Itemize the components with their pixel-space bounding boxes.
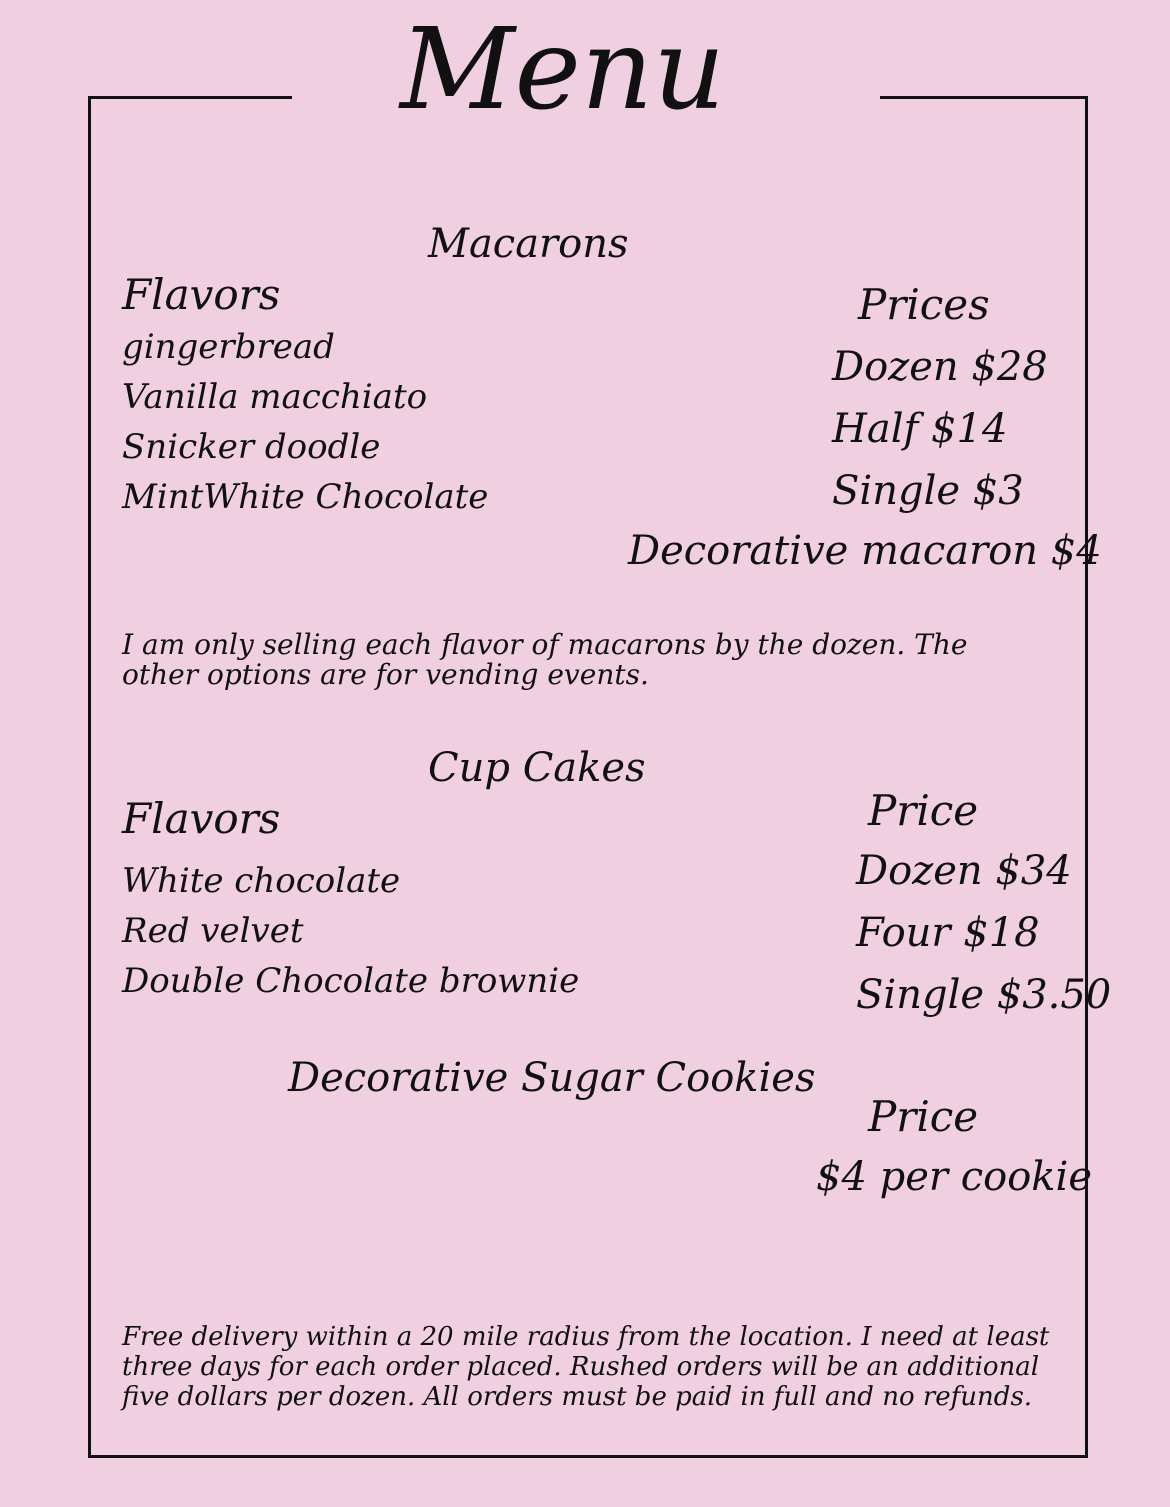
list-item: Half $14 — [832, 406, 1008, 452]
macarons-heading: Macarons — [428, 221, 629, 267]
list-item: Red velvet — [122, 911, 304, 951]
cupcakes-price-list — [856, 840, 1111, 1026]
cookies-price-label: Price — [868, 1092, 979, 1141]
list-item: Single $3.50 — [856, 972, 1112, 1018]
list-item: White chocolate — [122, 861, 401, 901]
cupcakes-flavor-list — [122, 856, 579, 1006]
macarons-flavors-label: Flavors — [122, 270, 281, 319]
cookies-heading: Decorative Sugar Cookies — [288, 1055, 816, 1101]
macarons-price-list — [832, 336, 1048, 522]
macarons-note: I am only selling each flavor of macarons by the dozen. The other options are for vending events. — [122, 628, 968, 691]
macarons-flavor-list — [122, 322, 488, 522]
frame-top-left-line — [88, 96, 292, 99]
footer-note: Free delivery within a 20 mile radius from the location. I need at least three days for each order placed. Rushed orders will be an additional five dollars per dozen. All orders must be paid in full and no refunds. — [122, 1322, 1050, 1412]
list-item: MintWhite Chocolate — [122, 477, 489, 517]
frame-right-line — [1085, 96, 1088, 1458]
list-item: Single $3 — [832, 468, 1024, 514]
macarons-prices-label: Prices — [858, 280, 990, 329]
cupcakes-heading: Cup Cakes — [428, 745, 646, 791]
list-item: Four $18 — [856, 910, 1040, 956]
frame-left-line — [88, 96, 91, 1458]
frame-bottom-line — [88, 1455, 1088, 1458]
list-item: Vanilla macchiato — [122, 377, 428, 417]
list-item: Double Chocolate brownie — [122, 961, 580, 1001]
menu-title: Menu — [400, 5, 726, 135]
frame-top-right-line — [880, 96, 1088, 99]
list-item: Snicker doodle — [122, 427, 381, 467]
list-item: Dozen $34 — [856, 848, 1072, 894]
cupcakes-price-label: Price — [868, 786, 979, 835]
decorative-macaron-price: Decorative macaron $4 — [628, 528, 1102, 574]
list-item: Dozen $28 — [832, 344, 1048, 390]
cookies-price: $4 per cookie — [816, 1154, 1092, 1200]
cupcakes-flavors-label: Flavors — [122, 794, 281, 843]
list-item: gingerbread — [122, 327, 335, 367]
